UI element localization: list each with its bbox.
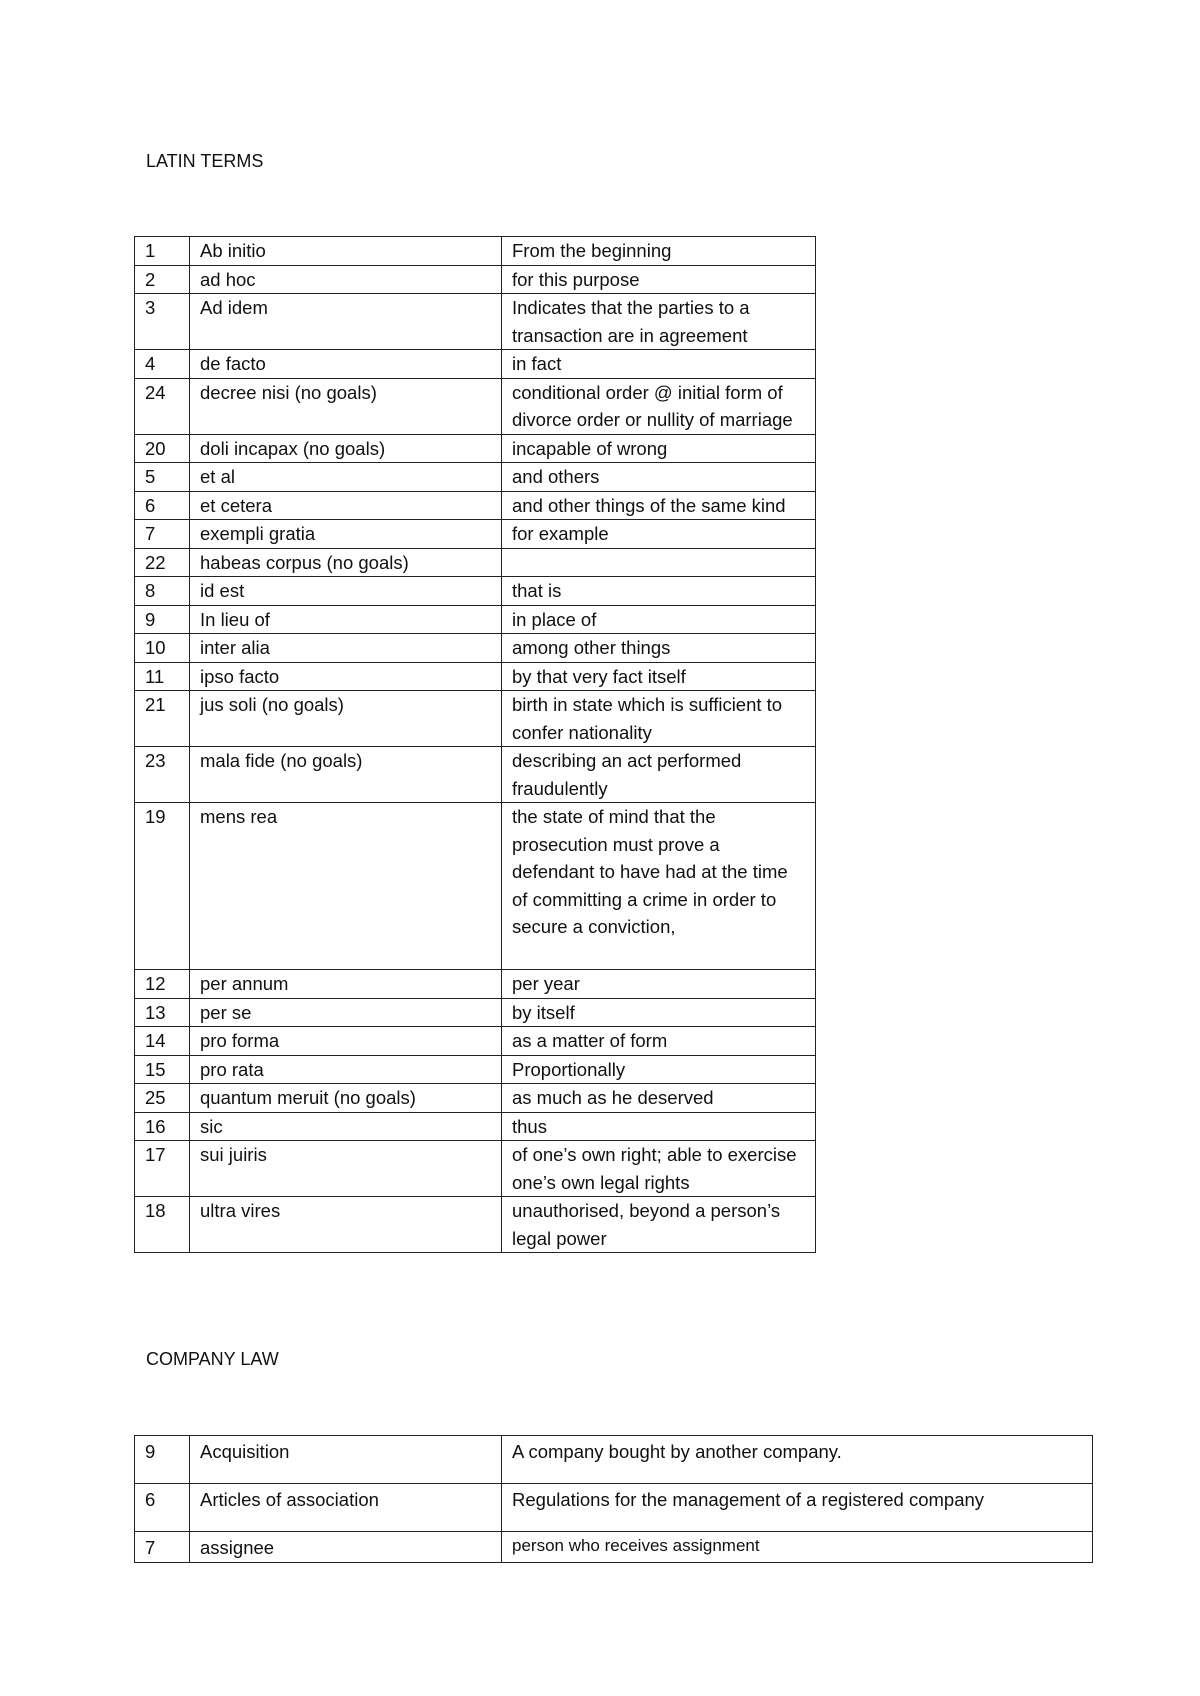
term: quantum meruit (no goals) — [190, 1084, 502, 1113]
term: Ad idem — [190, 294, 502, 350]
row-number: 25 — [135, 1084, 190, 1113]
definition: by that very fact itself — [502, 662, 816, 691]
term: de facto — [190, 350, 502, 379]
definition: incapable of wrong — [502, 434, 816, 463]
row-number: 15 — [135, 1055, 190, 1084]
term: decree nisi (no goals) — [190, 378, 502, 434]
section-heading-company-law: COMPANY LAW — [146, 1349, 279, 1369]
row-number: 3 — [135, 294, 190, 350]
term: inter alia — [190, 634, 502, 663]
term: exempli gratia — [190, 520, 502, 549]
row-number: 9 — [135, 1436, 190, 1484]
company-law-table — [134, 1435, 1093, 1563]
row-number: 23 — [135, 747, 190, 803]
definition: unauthorised, beyond a person’s legal power — [502, 1197, 816, 1253]
row-number: 7 — [135, 520, 190, 549]
table-row — [135, 378, 816, 434]
table-row — [135, 1084, 816, 1113]
row-number: 12 — [135, 970, 190, 999]
term: pro rata — [190, 1055, 502, 1084]
definition: and others — [502, 463, 816, 492]
table-row — [135, 491, 816, 520]
definition: From the beginning — [502, 237, 816, 266]
definition: and other things of the same kind — [502, 491, 816, 520]
row-number: 4 — [135, 350, 190, 379]
row-number: 11 — [135, 662, 190, 691]
table-row — [135, 520, 816, 549]
table-row — [135, 237, 816, 266]
row-number: 9 — [135, 605, 190, 634]
term: jus soli (no goals) — [190, 691, 502, 747]
table-row — [135, 1532, 1093, 1563]
definition: describing an act performed fraudulently — [502, 747, 816, 803]
term: et cetera — [190, 491, 502, 520]
term: mala fide (no goals) — [190, 747, 502, 803]
definition: in fact — [502, 350, 816, 379]
row-number: 20 — [135, 434, 190, 463]
table-row — [135, 350, 816, 379]
table-row — [135, 1197, 816, 1253]
table-row — [135, 434, 816, 463]
table-row — [135, 294, 816, 350]
definition — [502, 548, 816, 577]
term: mens rea — [190, 803, 502, 970]
term: Articles of association — [190, 1484, 502, 1532]
term: habeas corpus (no goals) — [190, 548, 502, 577]
row-number: 5 — [135, 463, 190, 492]
definition: birth in state which is sufficient to confer nationality — [502, 691, 816, 747]
definition: A company bought by another company. — [502, 1436, 1093, 1484]
term: Ab initio — [190, 237, 502, 266]
term: In lieu of — [190, 605, 502, 634]
definition: as a matter of form — [502, 1027, 816, 1056]
term: ultra vires — [190, 1197, 502, 1253]
term: sui juiris — [190, 1141, 502, 1197]
row-number: 16 — [135, 1112, 190, 1141]
definition: in place of — [502, 605, 816, 634]
definition: for this purpose — [502, 265, 816, 294]
table-row — [135, 998, 816, 1027]
row-number: 6 — [135, 491, 190, 520]
term: pro forma — [190, 1027, 502, 1056]
row-number: 10 — [135, 634, 190, 663]
row-number: 19 — [135, 803, 190, 970]
definition: by itself — [502, 998, 816, 1027]
table-row — [135, 548, 816, 577]
definition: the state of mind that the prosecution must prove a defendant to have had at the time of committing a crime in order to secure a conviction, — [502, 803, 816, 970]
definition: among other things — [502, 634, 816, 663]
definition: for example — [502, 520, 816, 549]
definition: that is — [502, 577, 816, 606]
definition: person who receives assignment — [502, 1532, 1093, 1563]
table-row — [135, 1484, 1093, 1532]
table-row — [135, 1055, 816, 1084]
definition: of one’s own right; able to exercise one’s own legal rights — [502, 1141, 816, 1197]
term: Acquisition — [190, 1436, 502, 1484]
term: id est — [190, 577, 502, 606]
definition: Regulations for the management of a registered company — [502, 1484, 1093, 1532]
table-row — [135, 463, 816, 492]
row-number: 13 — [135, 998, 190, 1027]
definition: thus — [502, 1112, 816, 1141]
row-number: 18 — [135, 1197, 190, 1253]
table-row — [135, 1027, 816, 1056]
definition: per year — [502, 970, 816, 999]
row-number: 24 — [135, 378, 190, 434]
table-row — [135, 1141, 816, 1197]
definition: Proportionally — [502, 1055, 816, 1084]
term: sic — [190, 1112, 502, 1141]
term: per annum — [190, 970, 502, 999]
row-number: 1 — [135, 237, 190, 266]
row-number: 14 — [135, 1027, 190, 1056]
table-row — [135, 691, 816, 747]
table-row — [135, 803, 816, 970]
table-row — [135, 605, 816, 634]
table-row — [135, 634, 816, 663]
table-row — [135, 265, 816, 294]
row-number: 2 — [135, 265, 190, 294]
term: ipso facto — [190, 662, 502, 691]
table-row — [135, 662, 816, 691]
table-row — [135, 577, 816, 606]
row-number: 22 — [135, 548, 190, 577]
section-heading-latin-terms: LATIN TERMS — [146, 151, 264, 171]
term: et al — [190, 463, 502, 492]
term: ad hoc — [190, 265, 502, 294]
row-number: 8 — [135, 577, 190, 606]
latin-terms-table — [134, 236, 816, 1253]
term: doli incapax (no goals) — [190, 434, 502, 463]
term: assignee — [190, 1532, 502, 1563]
row-number: 17 — [135, 1141, 190, 1197]
table-row — [135, 1112, 816, 1141]
term: per se — [190, 998, 502, 1027]
definition: Indicates that the parties to a transaction are in agreement — [502, 294, 816, 350]
table-row — [135, 747, 816, 803]
definition: as much as he deserved — [502, 1084, 816, 1113]
row-number: 21 — [135, 691, 190, 747]
row-number: 7 — [135, 1532, 190, 1563]
row-number: 6 — [135, 1484, 190, 1532]
table-row — [135, 970, 816, 999]
definition: conditional order @ initial form of divorce order or nullity of marriage — [502, 378, 816, 434]
table-row — [135, 1436, 1093, 1484]
